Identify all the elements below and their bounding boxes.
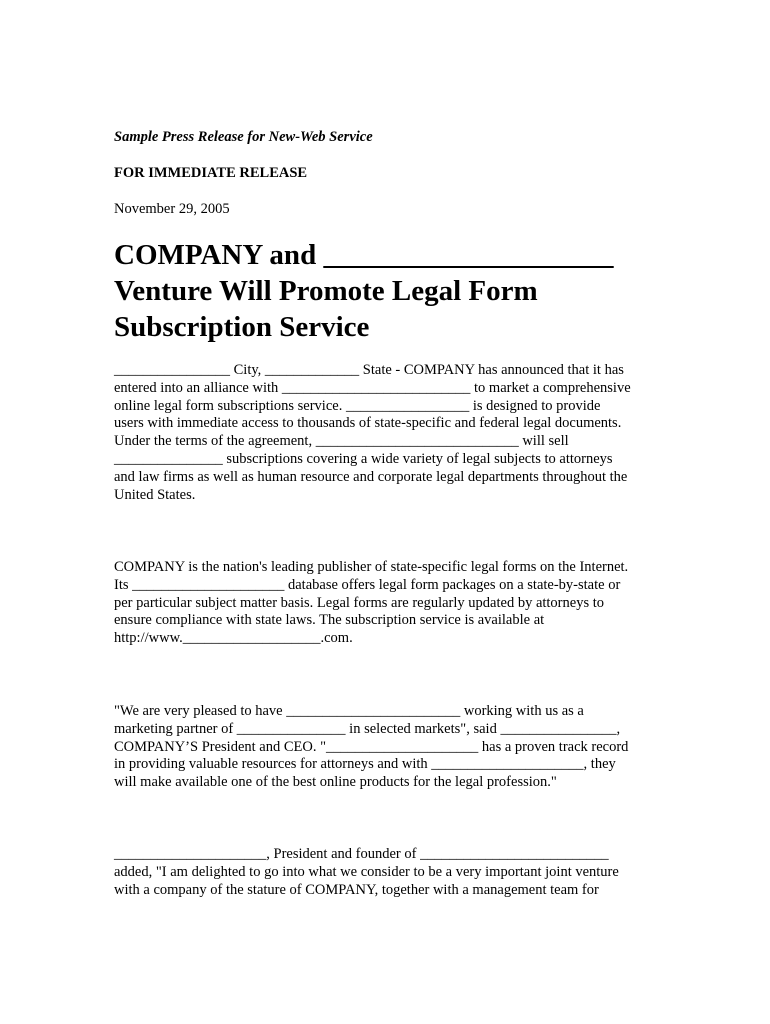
headline: [114, 237, 613, 345]
text-line: http://www.___________________.com.: [114, 630, 353, 647]
headline-line: Subscription Service: [114, 311, 370, 343]
text-line: _____________________, President and founder of __________________________: [114, 846, 609, 862]
release-label: FOR IMMEDIATE RELEASE: [114, 165, 308, 181]
paragraph-company: [114, 559, 628, 648]
text-line: ensure compliance with state laws. The subscription service is available at: [114, 612, 545, 629]
headline-line: Venture Will Promote Legal Form: [114, 275, 538, 307]
text-line: users with immediate access to thousands of state-specific and federal legal documents.: [114, 415, 622, 432]
text-line: added, "I am delighted to go into what we consider to be a very important joint venture: [114, 863, 619, 880]
paragraph-quote-ceo: [114, 703, 628, 792]
text-line: COMPANY’S President and CEO. "_____________________ has a proven track record: [114, 738, 629, 755]
release-date: November 29, 2005: [114, 201, 230, 217]
text-line: Under the terms of the agreement, ____________________________ will sell: [114, 433, 569, 450]
text-line: will make available one of the best online products for the legal profession.": [114, 774, 557, 791]
text-line: Its _____________________ database offers legal form packages on a state-by-state or: [114, 576, 621, 593]
document-subtitle: Sample Press Release for New-Web Service: [114, 129, 373, 145]
text-line: United States.: [114, 486, 196, 503]
paragraph-announcement: [114, 362, 631, 504]
text-line: ________________ City, _____________ State - COMPANY has announced that it has: [114, 362, 624, 378]
text-line: _______________ subscriptions covering a wide variety of legal subjects to attorneys: [114, 450, 613, 467]
text-line: in providing valuable resources for attorneys and with _____________________, they: [114, 756, 616, 773]
text-line: entered into an alliance with __________________________ to market a comprehensive: [114, 379, 631, 396]
text-line: COMPANY is the nation's leading publisher of state-specific legal forms on the Internet.: [114, 559, 629, 575]
headline-line: COMPANY and ____________________: [114, 239, 614, 271]
text-line: "We are very pleased to have ________________________ working with us as a: [114, 703, 584, 719]
text-line: online legal form subscriptions service. _________________ is designed to provide: [114, 397, 601, 414]
text-line: marketing partner of _______________ in selected markets", said ________________,: [114, 720, 621, 737]
text-line: with a company of the stature of COMPANY, together with a management team for: [114, 881, 599, 898]
paragraph-quote-founder: [114, 846, 619, 899]
text-line: per particular subject matter basis. Legal forms are regularly updated by attorneys to: [114, 594, 604, 611]
text-line: and law firms as well as human resource and corporate legal departments throughout the: [114, 468, 628, 485]
